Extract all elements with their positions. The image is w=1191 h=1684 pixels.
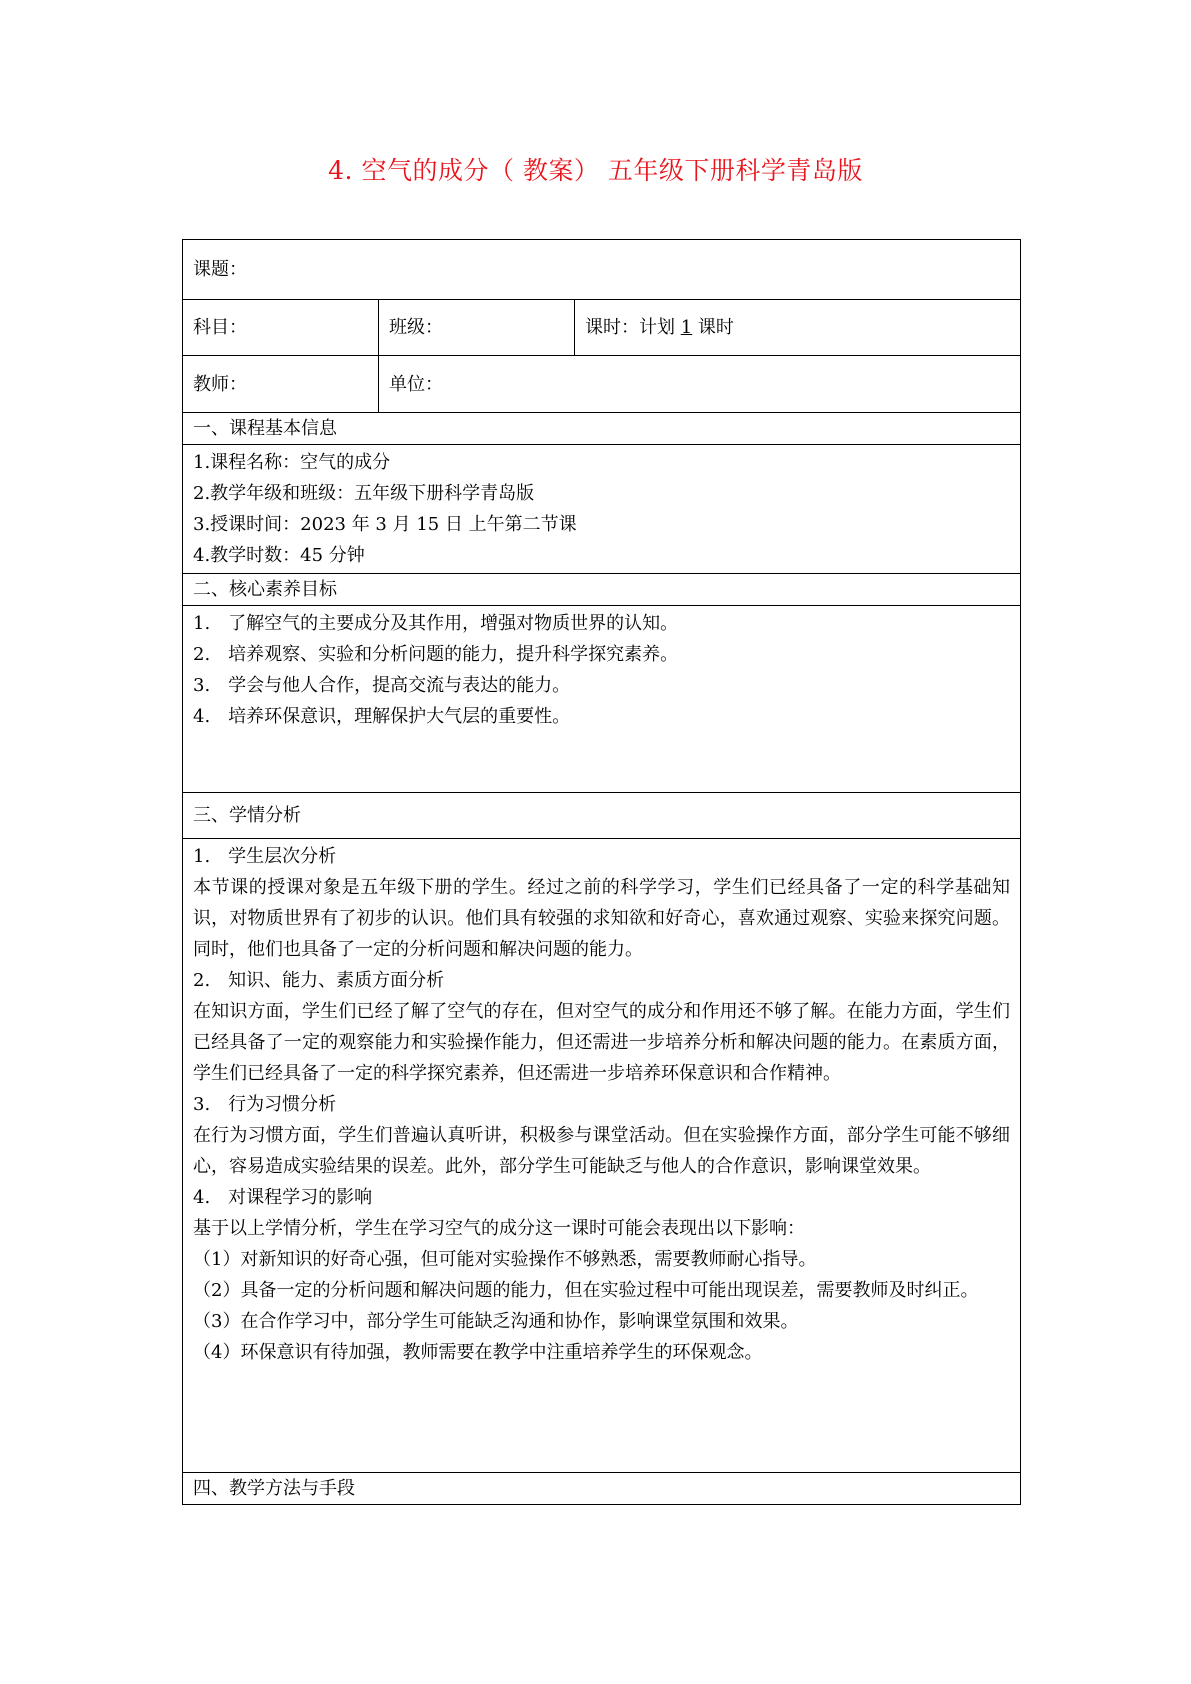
class-label: 班级： — [379, 300, 575, 356]
hours-cell — [575, 300, 1021, 356]
subheading-knowledge: 2. 知识、能力、素质方面分析 — [193, 970, 445, 991]
section3-body — [183, 839, 1021, 1473]
paragraph-knowledge: 在知识方面，学生们已经了解了空气的存在，但对空气的成分和作用还不够了解。在能力方面，学生们已经具备了一定的观察能力和实验操作能力，但还需进一步培养分析和解决问题的能力。在素质方面，学生们已经具备了一定的科学探究素养，但还需进一步培养环保意识和合作精神。 — [193, 1001, 1010, 1084]
teacher-label: 教师： — [183, 356, 379, 413]
goal-item: 2. 培养观察、实验和分析问题的能力，提升科学探究素养。 — [193, 644, 679, 665]
section2-heading-row — [183, 574, 1021, 606]
section2-body-row — [183, 606, 1021, 793]
impact-item: （2）具备一定的分析问题和解决问题的能力，但在实验过程中可能出现误差，需要教师及时纠正。 — [193, 1280, 979, 1301]
section3-heading-row — [183, 793, 1021, 839]
hours-suffix: 课时 — [697, 317, 734, 338]
hours-value: 1 — [680, 317, 693, 338]
section1-body-row — [183, 445, 1021, 574]
hours-line: 4.教学时数：45 分钟 — [193, 545, 365, 566]
impact-item: （3）在合作学习中，部分学生可能缺乏沟通和协作，影响课堂氛围和效果。 — [193, 1311, 799, 1332]
section2-heading: 二、核心素养目标 — [183, 574, 1021, 606]
topic-row — [183, 240, 1021, 300]
unit-label: 单位： — [379, 356, 1021, 413]
section1-heading: 一、课程基本信息 — [183, 413, 1021, 445]
subject-label: 科目： — [183, 300, 379, 356]
course-name-line: 1.课程名称：空气的成分 — [193, 452, 391, 473]
section1-body — [183, 445, 1021, 574]
subheading-student-level: 1. 学生层次分析 — [193, 846, 337, 867]
goal-item: 1. 了解空气的主要成分及其作用，增强对物质世界的认知。 — [193, 613, 679, 634]
section3-heading: 三、学情分析 — [183, 793, 1021, 839]
paragraph-student-level: 本节课的授课对象是五年级下册的学生。经过之前的科学学习，学生们已经具备了一定的科学基础知识，对物质世界有了初步的认识。他们具有较强的求知欲和好奇心，喜欢通过观察、实验来探究问题。同时，他们也具备了一定的分析问题和解决问题的能力。 — [193, 877, 1010, 960]
lesson-plan-table — [182, 239, 1021, 1505]
section1-heading-row — [183, 413, 1021, 445]
topic-label: 课题： — [183, 240, 1021, 300]
goal-item: 4. 培养环保意识，理解保护大气层的重要性。 — [193, 706, 571, 727]
teacher-row — [183, 356, 1021, 413]
subheading-impact: 4. 对课程学习的影响 — [193, 1187, 373, 1208]
subject-row — [183, 300, 1021, 356]
paragraph-habits: 在行为习惯方面，学生们普遍认真听讲，积极参与课堂活动。但在实验操作方面，部分学生可能不够细心，容易造成实验结果的误差。此外，部分学生可能缺乏与他人的合作意识，影响课堂效果。 — [193, 1125, 1010, 1177]
subheading-habits: 3. 行为习惯分析 — [193, 1094, 337, 1115]
paragraph-impact: 基于以上学情分析，学生在学习空气的成分这一课时可能会表现出以下影响： — [193, 1218, 805, 1239]
document-title: 4. 空气的成分（ 教案） 五年级下册科学青岛版 — [328, 156, 863, 185]
goal-item: 3. 学会与他人合作，提高交流与表达的能力。 — [193, 675, 571, 696]
impact-item: （4）环保意识有待加强，教师需要在教学中注重培养学生的环保观念。 — [193, 1342, 763, 1363]
section4-heading: 四、教学方法与手段 — [183, 1473, 1021, 1505]
section4-heading-row — [183, 1473, 1021, 1505]
impact-item: （1）对新知识的好奇心强，但可能对实验操作不够熟悉，需要教师耐心指导。 — [193, 1249, 817, 1270]
time-line: 3.授课时间：2023 年 3 月 15 日 上午第二节课 — [193, 514, 577, 535]
grade-line: 2.教学年级和班级：五年级下册科学青岛版 — [193, 483, 535, 504]
section3-body-row — [183, 839, 1021, 1473]
hours-prefix: 课时：计划 — [585, 317, 675, 338]
section2-body — [183, 606, 1021, 793]
